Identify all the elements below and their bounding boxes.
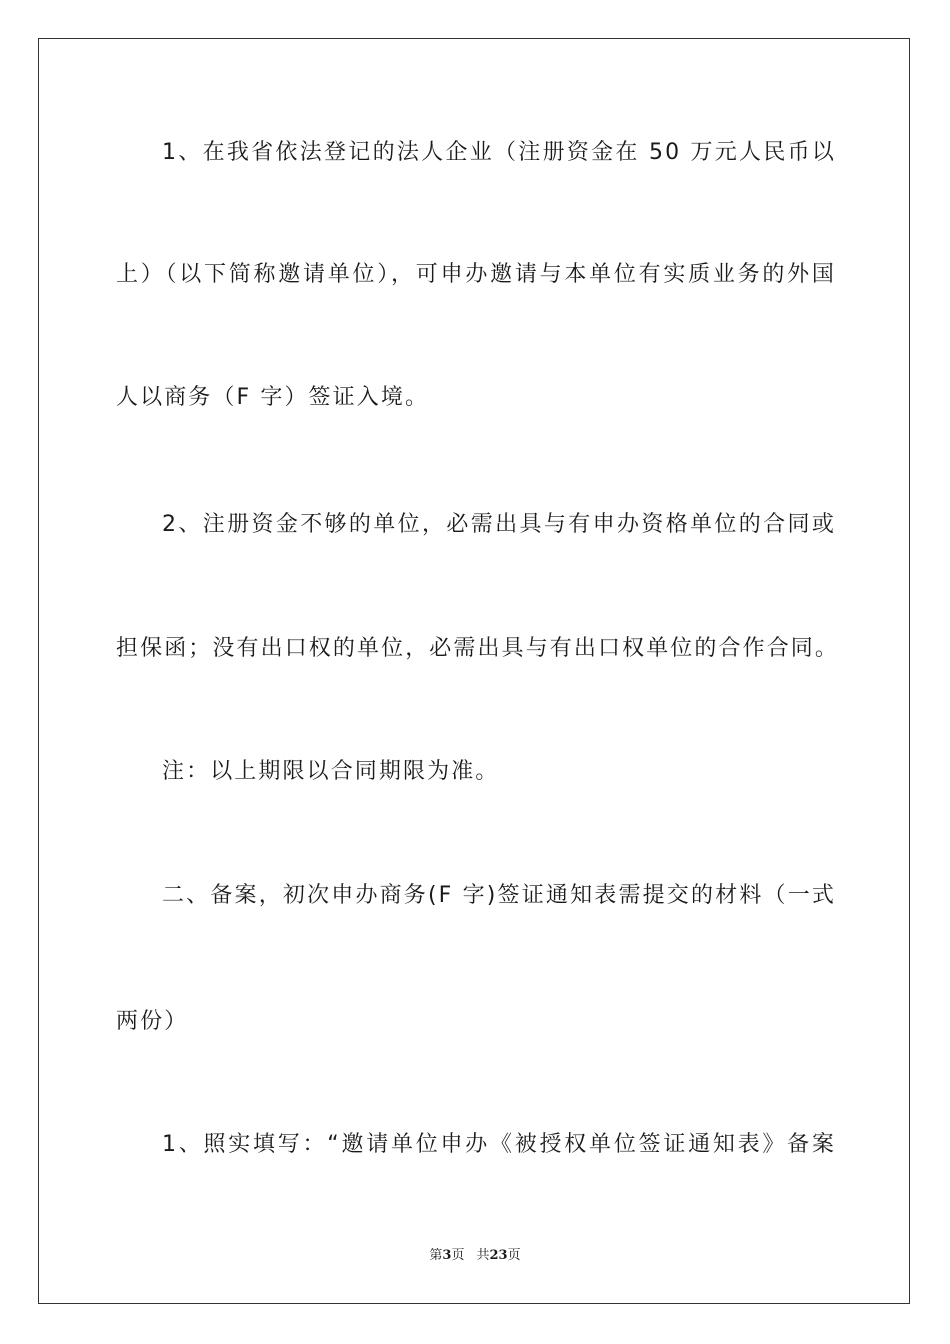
section-heading-line: 二、备案，初次申办商务(F 字)签证通知表需提交的材料（一式 [162, 883, 836, 908]
paragraph-line-1: 1、在我省依法登记的法人企业（注册资金在 50 万元人民币以 [162, 140, 836, 165]
total-pages: 23 [489, 1248, 508, 1263]
paragraph-line-5: 担保函；没有出口权的单位，必需出具与有出口权单位的合作合同。 [116, 636, 840, 661]
paragraph-line-4: 2、注册资金不够的单位，必需出具与有申办资格单位的合同或 [162, 512, 836, 537]
total-prefix: 共 [476, 1248, 490, 1263]
section-heading-continuation: 两份） [116, 1009, 189, 1034]
paragraph-line-2: 上）（以下简称邀请单位），可申办邀请与本单位有实质业务的外国 [116, 262, 836, 287]
note-line: 注：以上期限以合同期限为准。 [162, 759, 500, 784]
page-prefix: 第 [429, 1248, 443, 1263]
page-border [38, 38, 910, 1304]
paragraph-line-3: 人以商务（F 字）签证入境。 [116, 385, 430, 410]
total-suffix: 页 [507, 1248, 521, 1263]
item-line-1: 1、照实填写：“邀请单位申办《被授权单位签证通知表》备案 [162, 1132, 836, 1157]
page-footer [0, 1247, 950, 1265]
page-number: 3 [442, 1248, 452, 1263]
page-suffix: 页 [451, 1248, 465, 1263]
